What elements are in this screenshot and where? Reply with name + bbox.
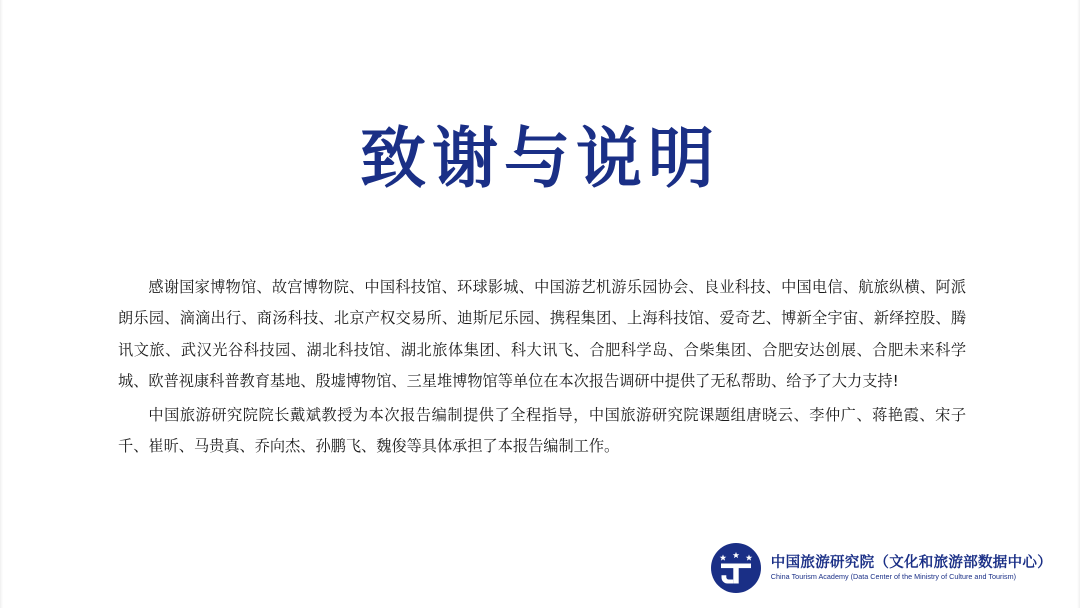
- footer-org-name-cn: 中国旅游研究院（文化和旅游部数据中心）: [770, 554, 1052, 571]
- slide-left-edge-shadow: [0, 0, 3, 608]
- china-tourism-academy-logo-icon: [710, 542, 762, 594]
- footer-org-name-en: China Tourism Academy (Data Center of the Ministry of Culture and Tourism): [770, 572, 1017, 582]
- footer-logo-text: [771, 555, 1052, 582]
- paragraph-acknowledgement: 感谢国家博物馆、故宫博物院、中国科技馆、环球影城、中国游艺机游乐园协会、良业科技、中国电信、航旅纵横、阿派朗乐园、滴滴出行、商汤科技、北京产权交易所、迪斯尼乐园、携程集团、上海科技馆、爱奇艺、博新全宇宙、新绎控股、腾讯文旅、武汉光谷科技园、湖北科技馆、湖北旅体集团、科大讯飞、合肥科学岛、合柴集团、合肥安达创展、合肥未来科学城、欧普视康科普教育基地、殷墟博物馆、三星堆博物馆等单位在本次报告调研中提供了无私帮助、给予了大力支持!: [118, 278, 966, 391]
- paragraph-credits: 中国旅游研究院院长戴斌教授为本次报告编制提供了全程指导，中国旅游研究院课题组唐晓云、李仲广、蒋艳霞、宋子千、崔昕、马贵真、乔向杰、孙鹏飞、魏俊等具体承担了本报告编制工作。: [118, 405, 966, 456]
- body-text-block: [118, 272, 966, 465]
- page-title: 致谢与说明: [360, 120, 720, 197]
- footer-logo: [710, 542, 1052, 594]
